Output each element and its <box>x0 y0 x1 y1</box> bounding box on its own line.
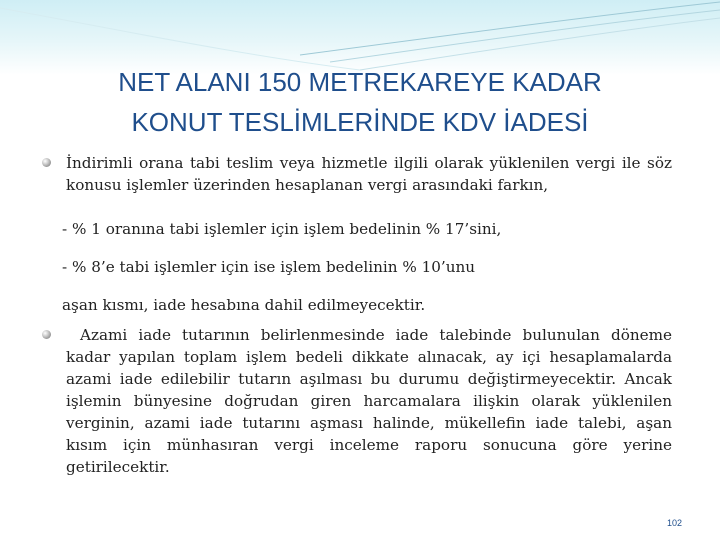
slide-title <box>40 62 680 142</box>
bullet-text: Azami iade tutarının belirlenmesinde iade talebinde bulunulan döneme kadar yapılan toplam işlem bedeli dikkate alınacak, ay içi hesaplamalarda azami iade edilebilir tutarın aşılması bu durumu değiştirmeyecektir. Ancak işlemin bünyesine doğrudan giren harcamalara ilişkin olarak yüklenilen verginin, azami iade tutarını aşması halinde, mükellefin iade talebi, aşan kısım için münhasıran vergi inceleme raporu sonucuna göre yerine getirilecektir. <box>66 326 672 476</box>
page-number: 102 <box>666 518 682 528</box>
sub-item-1: - % 1 oranına tabi işlemler için işlem bedelinin % 17’sini, <box>62 220 502 238</box>
bullet-intro-text: İndirimli orana tabi teslim veya hizmetle ilgili olarak yüklenilen vergi ile söz konusu işlemler üzerinden hesaplanan vergi arasındaki farkın, <box>66 154 672 194</box>
title-line-2: KONUT TESLİMLERİNDE KDV İADESİ <box>131 107 589 137</box>
spacer <box>40 278 672 294</box>
slide-content <box>40 152 672 478</box>
bullet-icon <box>42 330 51 339</box>
bullet-icon <box>42 158 51 167</box>
title-line-1: NET ALANI 150 METREKAREYE KADAR <box>118 67 602 97</box>
sub-item-2: - % 8’e tabi işlemler için ise işlem bedelinin % 10’unu <box>62 258 476 276</box>
bullet-item <box>40 324 672 478</box>
spacer <box>40 240 672 256</box>
spacer <box>40 196 672 218</box>
bullet-item <box>40 152 672 196</box>
bullet-closing-text: aşan kısmı, iade hesabına dahil edilmeyecektir. <box>62 296 426 314</box>
spacer <box>40 316 672 324</box>
